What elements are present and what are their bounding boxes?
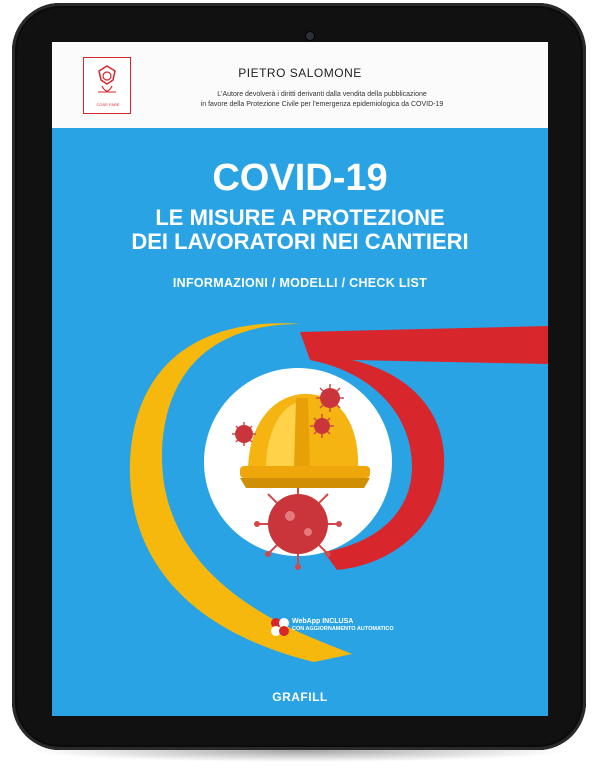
logo-caption: COSE FARE bbox=[96, 102, 120, 107]
author-name: PIETRO SALOMONE bbox=[238, 66, 362, 80]
title-main: COVID-19 bbox=[212, 157, 388, 199]
camera-icon bbox=[306, 32, 314, 40]
webapp-icon bbox=[269, 617, 291, 637]
title-line-2: LE MISURE A PROTEZIONE bbox=[155, 205, 445, 230]
donation-line-2: in favore della Protezione Civile per l'emergenza epidemiologica da COVID-19 bbox=[200, 101, 444, 108]
subtitle: INFORMAZIONI / MODELLI / CHECK LIST bbox=[172, 276, 428, 290]
webapp-badge bbox=[292, 618, 394, 632]
publisher-logo: GRAFILL bbox=[272, 690, 328, 704]
webapp-label: WebApp INCLUSA bbox=[292, 618, 354, 625]
donation-line-1: L'Autore devolverà i diritti derivanti dalla vendita della pubblicazione bbox=[217, 91, 427, 98]
title-line-3: DEI LAVORATORI NEI CANTIERI bbox=[131, 229, 469, 254]
book-cover bbox=[52, 42, 548, 716]
webapp-sublabel: CON AGGIORNAMENTO AUTOMATICO bbox=[292, 626, 394, 632]
cover-illustration bbox=[52, 42, 548, 716]
virus-small-2 bbox=[316, 384, 344, 412]
